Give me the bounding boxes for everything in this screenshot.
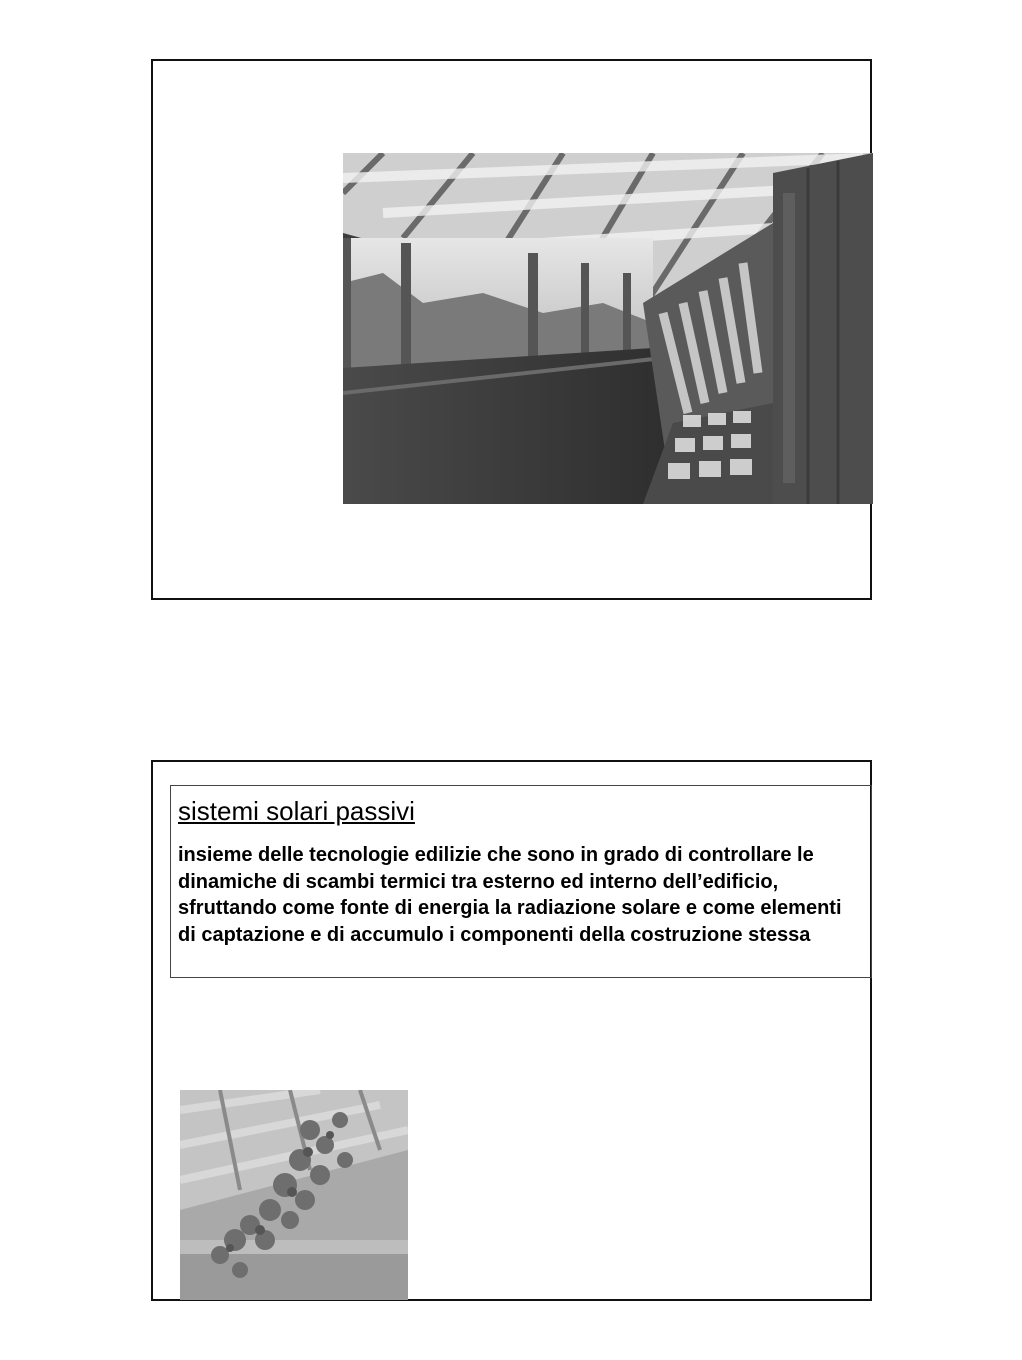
slide-title: sistemi solari passivi — [178, 796, 415, 826]
slide-2 — [151, 760, 872, 1301]
sunspace-interior-photo — [343, 153, 873, 504]
sunspace-photo-drawing — [343, 153, 873, 504]
definition-paragraph: insieme delle tecnologie edilizie che sono in grado di controllare le dinamiche di scambi termici tra esterno ed interno dell’edificio, sfruttando come fonte di energia la radiazione solare e come elementi di captazione e di accumulo i componenti della costruzione stessa — [178, 844, 842, 946]
slide-1 — [151, 59, 872, 600]
greenhouse-photo-drawing — [180, 1090, 408, 1300]
greenhouse-plant-photo — [180, 1090, 408, 1300]
definition-text-box — [170, 785, 872, 978]
